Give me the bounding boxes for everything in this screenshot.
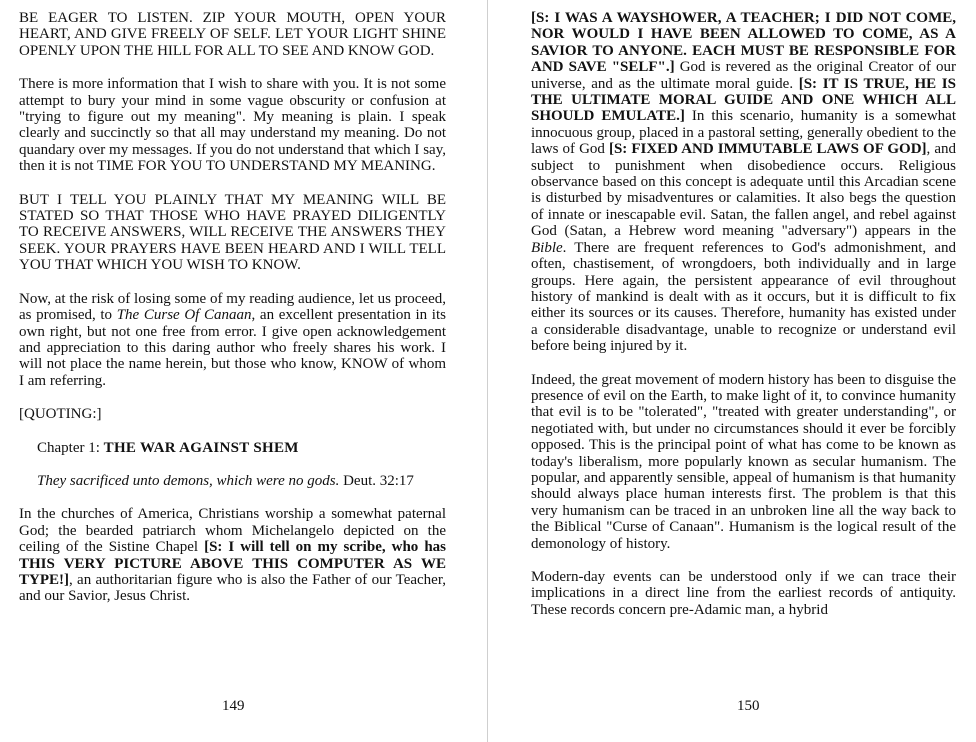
r1-text-a: God is revered as the original Creator of our universe, and as the ultimate moral guide. <box>531 59 956 92</box>
gutter-divider <box>487 0 488 742</box>
p5-text-b: , an authoritarian figure who is also the Father of our Teacher, and our Savior, Jesus Christ. <box>19 571 446 605</box>
r1-bold-b: [S: IT IS TRUE, HE IS THE ULTIMATE MORAL GUIDE AND ONE WHICH ALL SHOULD EMULATE.] <box>531 75 956 125</box>
left-page <box>0 0 487 742</box>
paragraph-churches-of-america <box>19 506 446 604</box>
paragraph-modern-history: Indeed, the great movement of modern history has been to disguise the presence of evil on the Earth, to make light of it, to convince humanity that evil is to be "tolerated", "treated with greater understanding", or negotiated with, but under no circumstances should it ever be forcibly opposed. This is the principal point of what has come to be known as today's liberalism, more popularly known as secular humanism. The popular, and apparently sensible, appeal of humanism is that humanity should always place human interests first. The problem is that this very humanism can be traced in an unbroken line all the way back to the Biblical "Curse of Canaan". Humanism is the logical result of the demonology of history. <box>531 371 956 552</box>
quoting-marker: [QUOTING:] <box>19 406 102 423</box>
left-page-text <box>19 10 446 622</box>
paragraph-eager-to-listen: BE EAGER TO LISTEN. ZIP YOUR MOUTH, OPEN YOUR HEART, AND GIVE FREELY OF SELF. LET YOUR LIGHT SHINE OPENLY UPON THE HILL FOR ALL TO SEE AND KNOW GOD. <box>19 10 446 59</box>
paragraph-modern-day-events: Modern-day events can be understood only if we can trace their implications in a direct line from the earliest records of antiquity. These records concern pre-Adamic man, a hybrid <box>531 569 956 618</box>
chapter-heading <box>37 440 446 456</box>
paragraph-wayshower <box>531 10 956 355</box>
p4-text-a: Now, at the risk of losing some of my reading audience, let us proceed, as promised, to <box>19 290 446 324</box>
chapter-label: Chapter 1: <box>37 439 100 456</box>
paragraph-curse-of-canaan-intro <box>19 291 446 389</box>
p4-text-b: , an excellent presentation in its own right, but not one free from error. I give open acknowledgement and appreciation to this daring author who freely shares his work. I will not place the name herein, but those who know, KNOW of whom I am referring. <box>19 307 446 389</box>
right-page-text <box>531 10 956 635</box>
r1-text-b: In this scenario, humanity is a somewhat innocuous group, placed in a pastoral setting, generally obedient to the laws of God <box>531 108 956 158</box>
epigraph <box>19 473 446 489</box>
r1-text-d: . There are frequent references to God's admonishment, and often, chastisement, of wrongdoers, both individually and in large groups. Here again, the persistent appearance of evil throughout history of mankind is dealt with as it occurs, but it is difficult to fix either its sources or its causes. Therefore, humanity has existed under a considerable disadvantage, unable to recognize or understand evil before being injured by it. <box>531 239 956 355</box>
paragraph-more-information: There is more information that I wish to share with you. It is not some attempt to bury your mind in some vague obscurity or confusion at "trying to figure out my meaning". My meaning is plain. I speak clearly and succinctly so that all may understand my meaning. Do not quandary over my messages. If you do not understand that which I say, then it is not TIME FOR YOU TO UNDERSTAND MY MEANING. <box>19 76 446 175</box>
r1-bold-c: [S: FIXED AND IMMUTABLE LAWS OF GOD] <box>608 141 927 158</box>
page-number-right: 150 <box>737 698 760 714</box>
r1-text-c: , and subject to punishment when disobedience occurs. Religious observance based on this concept is adequate until this Arcadian scene is disturbed by misadventures or calamities. It also begs the question of innate or inescapable evil. Satan, the fallen angel, and rebel against God (Satan, a Hebrew word meaning "adversary") appears in the <box>531 141 956 240</box>
p5-text-a: In the churches of America, Christians worship a somewhat paternal God; the bearded patriarch whom Michelangelo depicted on the ceiling of the Sistine Chapel <box>19 506 446 556</box>
page-number-left: 149 <box>222 698 245 714</box>
book-title: The Curse Of Canaan <box>116 307 252 324</box>
epigraph-quote: They sacrificed unto demons, which were no gods. <box>37 472 340 489</box>
right-page <box>489 0 976 742</box>
p5-bold-insert: [S: I will tell on my scribe, who has THIS VERY PICTURE ABOVE THIS COMPUTER AS WE TYPE!] <box>19 539 446 588</box>
chapter-title: THE WAR AGAINST SHEM <box>103 439 299 456</box>
paragraph-tell-you-plainly: BUT I TELL YOU PLAINLY THAT MY MEANING WILL BE STATED SO THAT THOSE WHO HAVE PRAYED DILIGENTLY TO RECEIVE ANSWERS, WILL RECEIVE THE ANSWERS THEY SEEK. YOUR PRAYERS HAVE BEEN HEARD AND I WILL TELL YOU THAT WHICH YOU WISH TO KNOW. <box>19 191 446 274</box>
epigraph-reference: Deut. 32:17 <box>343 472 414 489</box>
r1-bold-a: [S: I WAS A WAYSHOWER, A TEACHER; I DID NOT COME, NOR WOULD I HAVE BEEN ALLOWED TO COME, AS A SAVIOR TO ANYONE. EACH MUST BE RESPONSIBLE FOR AND SAVE "SELF".] <box>531 10 956 76</box>
r1-bible: Bible <box>531 239 563 256</box>
